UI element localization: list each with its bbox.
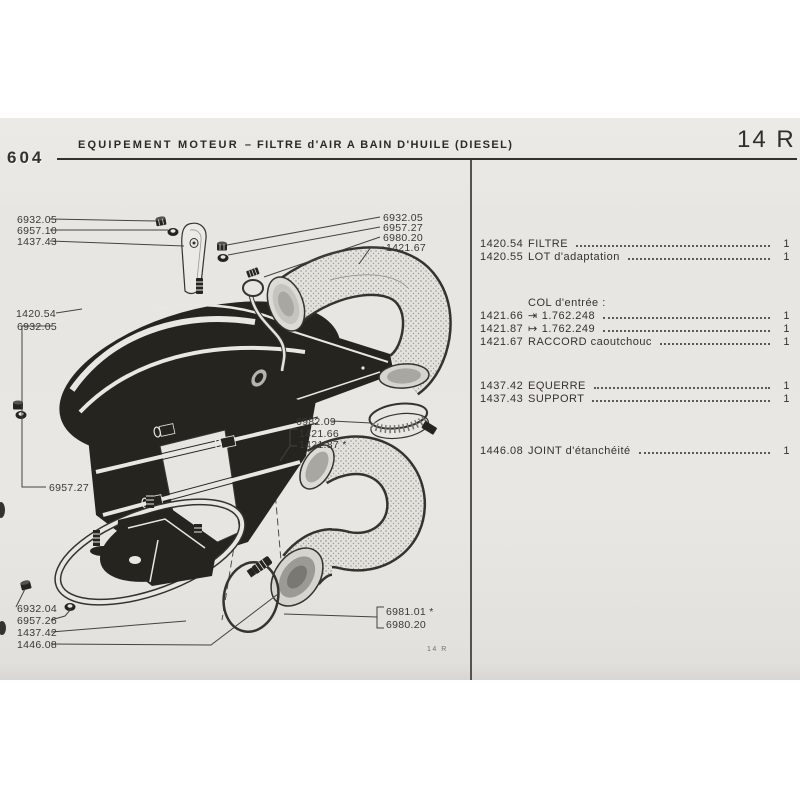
part-desc: JOINT d'étanchéité	[528, 445, 631, 457]
model-tab: 604	[7, 148, 45, 167]
parts-row	[480, 444, 790, 457]
part-ref: 1421.66	[480, 310, 524, 322]
stud-bolt	[146, 492, 154, 508]
part-number-label: 6981.01 *	[386, 606, 434, 618]
part-desc: SUPPORT	[528, 393, 585, 405]
part-qty: 1	[783, 310, 790, 322]
part-ref: 1446.08	[480, 445, 524, 457]
dot-leader	[603, 330, 770, 332]
stud-bolt	[196, 278, 203, 294]
part-ref: 1420.55	[480, 251, 524, 263]
part-ref: 1421.67	[480, 336, 524, 348]
part-desc: FILTRE	[528, 238, 569, 250]
dot-leader	[639, 452, 770, 454]
part-qty: 1	[783, 323, 790, 335]
upper-bracket	[182, 223, 206, 294]
dot-leader	[660, 343, 770, 345]
part-number-label: 6982.09	[296, 416, 337, 428]
part-number-label: 6932.05	[17, 321, 58, 333]
parts-row	[480, 250, 790, 263]
part-ref: 1420.54	[480, 238, 524, 250]
small-hose-clamp	[243, 267, 263, 296]
part-qty: 1	[783, 336, 790, 348]
part-qty: 1	[783, 445, 790, 457]
part-desc: 1.762.249	[541, 323, 596, 335]
scan-mark	[0, 621, 6, 635]
section-title: EQUIPEMENT MOTEUR	[78, 139, 239, 151]
part-ref: 1437.42	[480, 380, 524, 392]
hex-nut	[217, 242, 227, 251]
title-dash: –	[244, 139, 251, 151]
part-desc: COL d'entrée :	[528, 297, 606, 309]
parts-row-group-header	[480, 296, 790, 309]
dot-leader	[576, 245, 770, 247]
part-number-label: 1421.87 *	[299, 439, 347, 451]
part-number-label: 1421.67	[386, 242, 427, 254]
serial-until-arrow: ⇥	[528, 309, 538, 322]
parts-row	[480, 379, 790, 392]
stud-bolt	[194, 524, 202, 538]
washer	[218, 254, 229, 262]
dot-leader	[603, 317, 770, 319]
hex-nut	[20, 579, 32, 590]
hose-clamp-middle	[368, 399, 438, 443]
part-number-label: 6957.26	[17, 615, 58, 627]
part-number-label: 6957.27	[383, 222, 424, 234]
parts-row	[480, 322, 790, 335]
subsection-title: FILTRE d'AIR A BAIN D'HUILE (DIESEL)	[256, 139, 514, 151]
washer	[16, 411, 27, 419]
part-desc: EQUERRE	[528, 380, 586, 392]
scan-mark	[0, 502, 5, 518]
parts-list	[480, 237, 790, 457]
parts-row	[480, 309, 790, 322]
parts-diagram	[0, 160, 470, 680]
part-ref: 1421.87	[480, 323, 524, 335]
part-number-label: 6932.04	[17, 603, 58, 615]
part-qty: 1	[783, 251, 790, 263]
part-number-label: 1420.54	[16, 308, 57, 320]
hex-nut	[155, 216, 166, 227]
page-title	[78, 139, 513, 151]
parts-row	[480, 335, 790, 348]
part-desc: 1.762.248	[541, 310, 596, 322]
part-number-label: 6957.10	[17, 225, 58, 237]
parts-row	[480, 392, 790, 405]
parts-row	[480, 237, 790, 250]
part-ref: 1437.43	[480, 393, 524, 405]
part-number-label: 6980.20	[383, 232, 424, 244]
part-number-label: 1437.43	[17, 236, 58, 248]
part-qty: 1	[783, 238, 790, 250]
dot-leader	[594, 387, 770, 389]
dot-leader	[628, 258, 770, 260]
part-qty: 1	[783, 393, 790, 405]
part-number-label: 6980.20	[386, 619, 427, 631]
washer	[168, 228, 179, 236]
part-number-label: 6932.05	[17, 214, 58, 226]
part-number-label: 1437.42	[17, 627, 58, 639]
serial-from-arrow: ↦	[528, 322, 538, 335]
part-number-label: 6932.05	[383, 212, 424, 224]
part-desc: RACCORD caoutchouc	[528, 336, 652, 348]
part-desc: LOT d'adaptation	[528, 251, 620, 263]
part-qty: 1	[783, 380, 790, 392]
part-number-label: 6957.27	[49, 482, 90, 494]
page-number: 14 R	[737, 126, 796, 153]
column-divider	[470, 160, 472, 680]
footer-page-number: 14 R	[427, 646, 448, 653]
part-number-label: 1421.66	[299, 428, 340, 440]
part-number-label: 1446.08	[17, 639, 58, 651]
dot-leader	[592, 400, 770, 402]
